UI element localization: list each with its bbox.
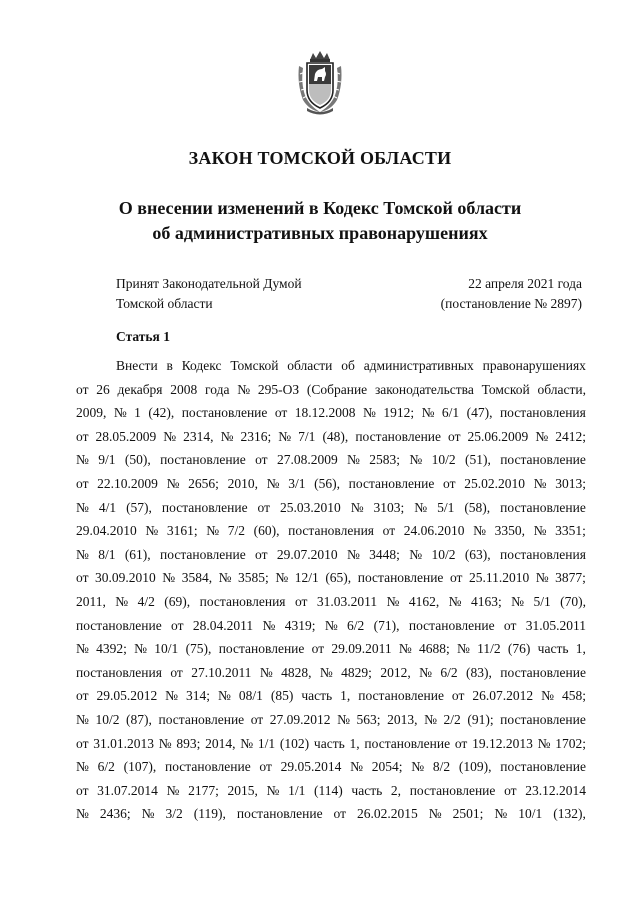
article-paragraph-line: № 8/1 (61), постановление от 29.07.2010 № 3448; № 10/2 (63), постановления <box>76 546 586 562</box>
article-paragraph-line: № 6/2 (107), постановление от 29.05.2014 № 2054; № 8/2 (109), постановление <box>76 759 586 775</box>
document-title: ЗАКОН ТОМСКОЙ ОБЛАСТИ <box>188 148 452 168</box>
article-paragraph-line: Внести в Кодекс Томской области об административных правонарушениях <box>116 358 586 373</box>
article-paragraph-line: от 31.01.2013 № 893; 2014, № 1/1 (102) часть 1, постановление от 19.12.2013 № 1702; <box>76 735 586 751</box>
article-paragraph-line: от 28.05.2009 № 2314, № 2316; № 7/1 (48), постановление от 25.06.2009 № 2412; <box>76 428 586 444</box>
adoption-body-line-1: Принят Законодательной Думой <box>116 276 302 291</box>
adoption-date-text: 22 апреля 2021 года <box>468 276 582 291</box>
article-paragraph-line: от 29.05.2012 № 314; № 08/1 (85) часть 1, постановление от 26.07.2012 № 458; <box>76 688 586 704</box>
article-paragraph-line: № 2436; № 3/2 (119), постановление от 26.02.2015 № 2501; № 10/1 (132), <box>76 806 586 822</box>
article-paragraph-line: от 31.07.2014 № 2177; 2015, № 1/1 (114) часть 2, постановление от 23.12.2014 <box>76 782 586 798</box>
article-paragraph-line: № 9/1 (50), постановление от 27.08.2009 № 2583; № 10/2 (51), постановление <box>76 452 586 468</box>
article-paragraph-line: № 4392; № 10/1 (75), постановление от 29.09.2011 № 4688; № 11/2 (76) часть 1, <box>76 641 586 657</box>
article-paragraph-line: постановления от 27.10.2011 № 4828, № 4829; 2012, № 6/2 (83), постановление <box>76 664 586 680</box>
article-paragraph-line: № 10/2 (87), постановление от 27.09.2012 № 563; 2013, № 2/2 (91); постановление <box>76 712 586 727</box>
article-paragraph-line: 29.04.2010 № 3161; № 7/2 (60), постановления от 24.06.2010 № 3350, № 3351; <box>76 523 586 539</box>
article-paragraph-line: 2011, № 4/2 (69), постановления от 31.03.2011 № 4162, № 4163; № 5/1 (70), <box>76 594 586 609</box>
article-paragraph-line: постановление от 28.04.2011 № 4319; № 6/2 (71), постановление от 31.05.2011 <box>76 617 586 633</box>
article-paragraph-line: от 26 декабря 2008 года № 295-ОЗ (Собрание законодательства Томской области, <box>76 381 586 397</box>
coat-of-arms-icon <box>295 50 345 116</box>
article-paragraph-line: от 30.09.2010 № 3584, № 3585; № 12/1 (65), постановление от 25.11.2010 № 3877; <box>76 570 586 586</box>
adoption-body <box>116 274 302 314</box>
article-paragraph-line: 2009, № 1 (42), постановление от 18.12.2008 № 1912; № 6/1 (47), постановления <box>76 405 586 421</box>
adoption-date <box>441 274 582 314</box>
adoption-body-line-2: Томской области <box>116 296 213 311</box>
adoption-resolution-number: (постановление № 2897) <box>440 296 582 311</box>
document-subtitle-line-1: О внесении изменений в Кодекс Томской области <box>118 198 522 218</box>
article-paragraph-line: от 22.10.2009 № 2656; 2010, № 3/1 (56), постановление от 25.02.2010 № 3013; <box>76 476 586 491</box>
article-paragraph-line: № 4/1 (57), постановление от 25.03.2010 № 3103; № 5/1 (58), постановление <box>76 499 586 515</box>
document-subtitle-line-2: об административных правонарушениях <box>152 223 488 243</box>
article-heading: Статья 1 <box>116 329 170 344</box>
